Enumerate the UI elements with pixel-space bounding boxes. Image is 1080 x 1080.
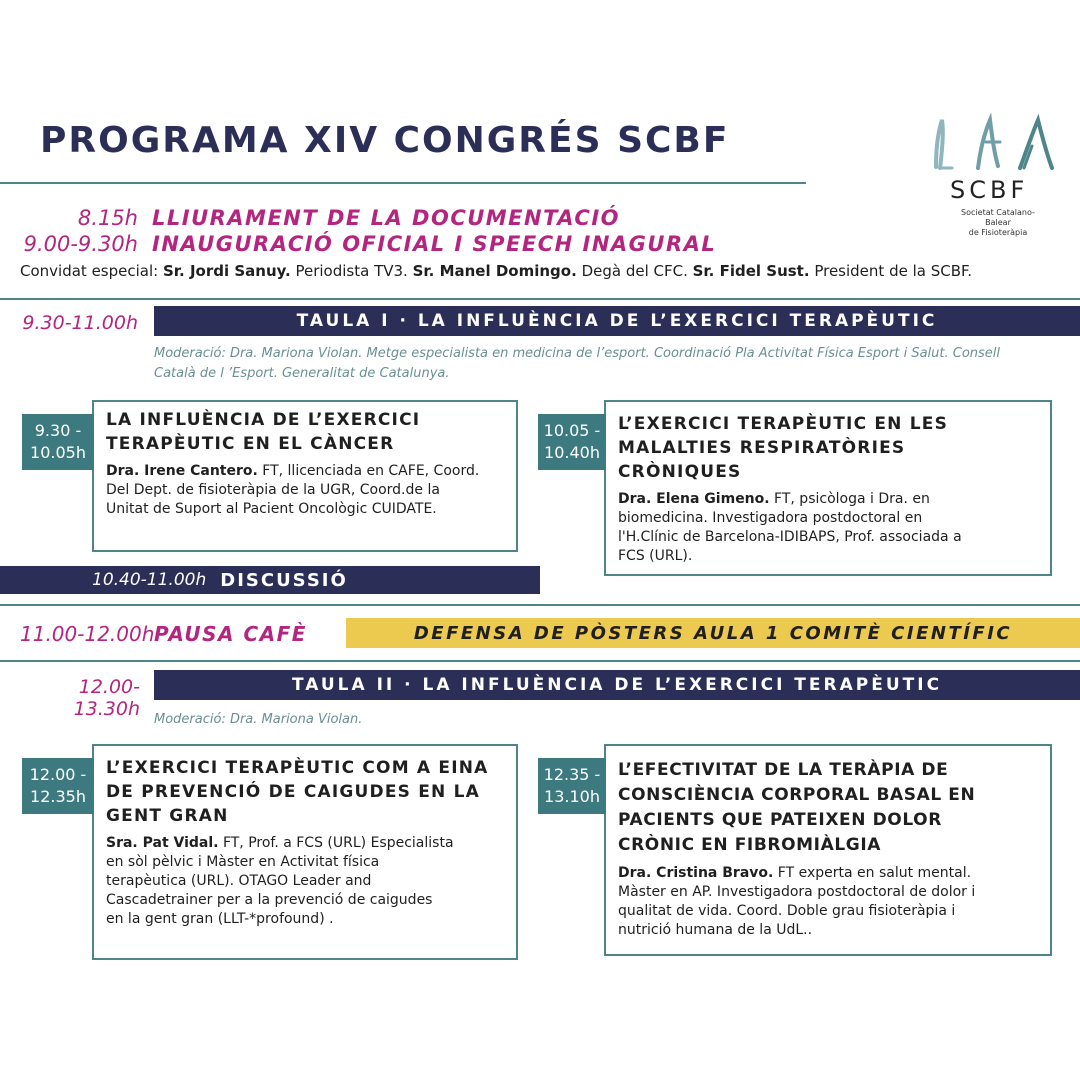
bio-line: en la gent gran (LLT-*profound) . [106,911,334,927]
title-divider [0,182,806,184]
opening-time-1: 8.15h [77,206,138,230]
special-guests [20,262,972,280]
talk-speaker-bio [618,490,1048,566]
talk-time-badge [538,758,606,814]
bio-line: qualitat de vida. Coord. Doble grau fisioteràpia i [618,903,956,919]
table1-moderation [154,344,1054,384]
discussion-label: DISCUSSIÓ [220,569,348,591]
table1-time: 9.30-11.00h [22,312,138,334]
bio-line: biomedicina. Investigadora postdoctoral en [618,510,923,526]
talk-title-line: PACIENTS QUE PATEIXEN DOLOR [618,810,942,830]
moderation-line: Moderació: Dra. Mariona Violan. Metge especialista en medicina de l’esport. Coordinació Pla Activitat Física Esport i Salut. Consell [154,346,1001,361]
bio-line: nutrició humana de la UdL.. [618,922,813,938]
talk-title [106,408,420,456]
talk-title [106,756,489,828]
talk-title-line: DE PREVENCIÓ DE CAIGUDES EN LA [106,782,480,802]
table2-time: 12.00-13.30h [73,676,140,720]
pause-time: 11.00-12.00h [20,622,155,646]
time-line: 10.40h [544,443,600,462]
opening-time-2: 9.00-9.30h [23,232,138,256]
talk-speaker-bio [106,462,514,519]
bio-line: FT, Prof. a FCS (URL) Especialista [218,835,454,851]
table1-title-bar: TAULA I · LA INFLUÈNCIA DE L’EXERCICI TERAPÈUTIC [154,306,1080,336]
talk-speaker-bio [106,834,514,929]
talk-card [92,400,518,552]
talk-card [604,744,1052,956]
opening-label-1: LLIURAMENT DE LA DOCUMENTACIÓ [152,206,620,230]
bio-line: terapèutica (URL). OTAGO Leader and [106,873,372,889]
talk-title-line: LA INFLUÈNCIA DE L’EXERCICI [106,410,421,430]
guest-name: Sr. Manel Domingo. [412,262,577,280]
section-divider [0,604,1080,606]
speaker-name: Dra. Irene Cantero. [106,463,258,479]
section-divider [0,660,1080,662]
pause-label: PAUSA CAFÈ [154,622,307,646]
table2-moderation: Moderació: Dra. Mariona Violan. [154,712,363,727]
guest-name: Sr. Jordi Sanuy. [162,262,291,280]
posters-bar: DEFENSA DE PÒSTERS AULA 1 COMITÈ CIENTÍFIC [346,618,1080,648]
talk-title-line: MALALTIES RESPIRATÒRIES [618,438,906,458]
discussion-time: 10.40-11.00h [92,570,207,590]
guest-role: President de la SCBF. [809,262,972,280]
bio-line: l'H.Clínic de Barcelona-IDIBAPS, Prof. associada a [618,529,962,545]
figures-icon [928,112,1058,172]
talk-title-line: CONSCIÈNCIA CORPORAL BASAL EN [618,785,976,805]
bio-line: en sòl pèlvic i Màster en Activitat física [106,854,380,870]
time-line: 10.05 - [543,421,601,440]
bio-line: Màster en AP. Investigadora postdoctoral de dolor i [618,884,976,900]
talk-time-badge [22,414,94,470]
speaker-name: Dra. Cristina Bravo. [618,865,774,881]
moderation-line: Català de l ’Esport. Generalitat de Catalunya. [154,366,450,381]
talk-title-line: TERAPÈUTIC EN EL CÀNCER [106,434,395,454]
table2-title-bar: TAULA II · LA INFLUÈNCIA DE L’EXERCICI TERAPÈUTIC [154,670,1080,700]
talk-title-line: L’EFECTIVITAT DE LA TERÀPIA DE [618,760,949,780]
bio-line: Unitat de Suport al Pacient Oncològic CUIDATE. [106,501,437,517]
guest-name: Sr. Fidel Sust. [692,262,810,280]
speaker-name: Dra. Elena Gimeno. [618,491,770,507]
time-line: 12.35 - [543,765,601,784]
talk-title-line: GENT GRAN [106,806,229,826]
logo-name: SCBF [950,176,1029,204]
logo-subtitle-line: de Fisioteràpia [968,228,1028,237]
time-line: 12.00 - [29,765,87,784]
guest-role: Periodista TV3. [290,262,413,280]
scbf-logo [928,112,1058,237]
time-line: 13.10h [544,787,600,806]
bio-line: FT experta en salut mental. [773,865,972,881]
opening-label-2: INAUGURACIÓ OFICIAL I SPEECH INAGURAL [152,232,717,256]
talk-speaker-bio [618,864,1048,940]
discussion-bar [0,566,540,594]
logo-subtitle-line: Societat Catalano-Balear [961,208,1035,227]
bio-line: FCS (URL). [618,548,693,564]
bio-line: FT, psicòloga i Dra. en [769,491,930,507]
bio-line: Cascadetrainer per a la prevenció de caigudes [106,892,433,908]
bio-line: Del Dept. de fisioteràpia de la UGR, Coord.de la [106,482,440,498]
time-line: 10.05h [30,443,86,462]
time-line: 9.30 - [34,421,82,440]
talk-title-line: L’EXERCICI TERAPÈUTIC COM A EINA [106,758,489,778]
talk-title [618,412,948,484]
page-title: PROGRAMA XIV CONGRÉS SCBF [40,120,730,161]
talk-title-line: L’EXERCICI TERAPÈUTIC EN LES [618,414,949,434]
talk-time-badge [22,758,94,814]
talk-title [618,758,975,858]
bio-line: FT, llicenciada en CAFE, Coord. [257,463,480,479]
talk-time-badge [538,414,606,470]
talk-title-line: CRÒNIC EN FIBROMIÀLGIA [618,835,882,855]
speaker-name: Sra. Pat Vidal. [106,835,219,851]
talk-card [604,400,1052,576]
section-divider [0,298,1080,300]
logo-subtitle [952,208,1044,238]
guest-role: Degà del CFC. [576,262,693,280]
guest-prefix: Convidat especial: [20,262,163,280]
time-line: 12.35h [30,787,86,806]
talk-card [92,744,518,960]
talk-title-line: CRÒNIQUES [618,462,742,482]
